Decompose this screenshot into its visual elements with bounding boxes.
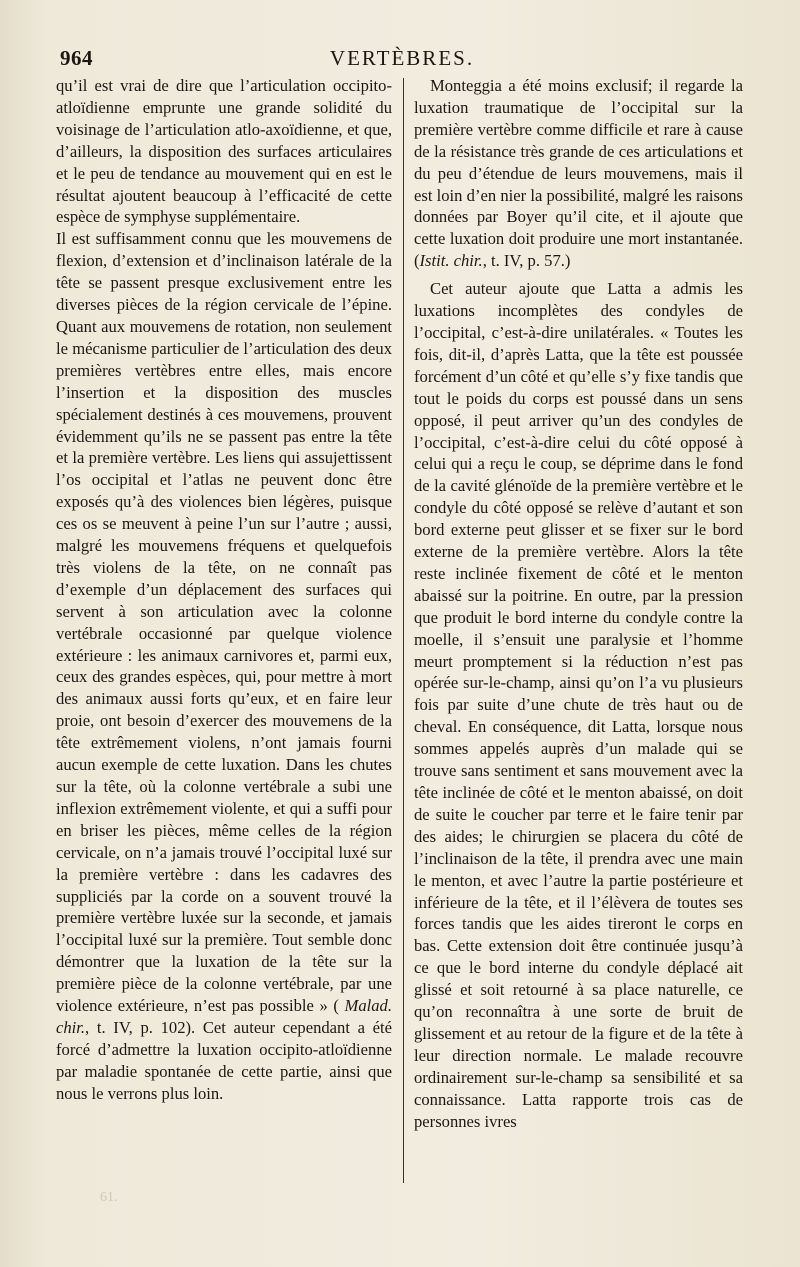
right-paragraph-1 (414, 75, 743, 272)
page-header (60, 46, 744, 72)
column-rule (403, 78, 404, 1183)
signature-mark: 61. (100, 1190, 118, 1205)
left-paragraph-1: qu’il est vrai de dire que l’articulation occipito-atloïdienne emprunte une grande solidité du voisinage de l’articulation atlo-axoïdienne, et que, d’ailleurs, la disposition des surfaces articulaires et le peu de tendance au mouvement qui en est le résultat ajoutent beaucoup à l’efficacité de cette espèce de symphyse supplémentaire. (56, 76, 392, 227)
running-title: VERTÈBRES. (329, 46, 475, 70)
left-column (56, 75, 392, 1185)
right-citation-title: Istit. chir. (419, 251, 483, 271)
left-paragraph-2-text: Il est suffisamment connu que les mouvemens de flexion, d’extension et d’inclinaison latérale de la tête se passent presque exclusivement entre les diverses pièces de la région cervicale de l’épine. Quant aux mouvemens de rotation, non seulement le mécanisme particulier de l’articulation des deux premières vertèbres entre elles, mais encore l’insertion et la disposition des muscles spécialement destinés à ces mouvemens, prouvent évidemment qu’ils ne se passent pas entre la tête et la première vertèbre. Les liens qui assujettissent l’os occipital et l’atlas ne peuvent donc être exposés qu’à des violences bien légères, puisque ces os se meuvent à peine l’un sur l’autre ; aussi, malgré les mouvemens fréquens et quelquefois très violens de la tête, on ne connaît pas d’exemple d’un déplacement des surfaces qui servent à son articulation avec la colonne vertébrale occasionné par quelque violence extérieure : les animaux carnivores et, parmi eux, ceux des grandes espèces, qui, pour mettre à mort des animaux aussi forts qu’eux, et en faire leur proie, ont besoin d’exercer des mouvemens de la tête extrêmement violens, n’ont jamais fourni aucun exemple de cette luxation. Dans les chutes sur la tête, où la colonne vertébrale a subi une inflexion extrêmement violente, et qui a suffi pour en briser les pièces, même celles de la région cervicale, on n’a jamais trouvé l’occipital luxé sur la première vertèbre : dans les cadavres des suppliciés par la corde on a souvent trouvé la première vertèbre luxée sur la seconde, et jamais l’occipital luxé sur la première. Tout semble donc démontrer que la luxation de la tête sur la première pièce de la colonne vertébrale, par une violence extérieure, n’est pas possible » ( (56, 229, 392, 1016)
right-paragraph-1-text: Monteggia a été moins exclusif; il regarde la luxation traumatique de l’occipital sur la première vertèbre comme difficile et rare à cause de la résistance très grande de ces articulations et du peu d’étendue de leurs mouvemens, mais il est loin d’en nier la possibilité, malgré les raisons données par Boyer qu’il cite, et il ajoute que cette luxation doit produire une mort instantanée. ( (414, 76, 743, 271)
right-citation-tail: , t. IV, p. 57.) (482, 251, 571, 271)
left-paragraph-2 (56, 228, 392, 1104)
left-citation-title: Malad. chir. (56, 996, 392, 1037)
left-citation-tail: , t. IV, p. 102). Cet auteur cependant a été forcé d’admettre la luxation occipito-atloïdienne par maladie spontanée de cette partie, ainsi que nous le verrons plus loin. (56, 1017, 392, 1103)
right-paragraph-2: Cet auteur ajoute que Latta a admis les luxations incomplètes des condyles de l’occipital, c’est-à-dire unilatérales. « Toutes les fois, dit-il, d’après Latta, que la tête est poussée forcément d’un côté et qu’elle s’y fixe tandis que tout le poids du corps est poussé dans un sens opposé, il peut arriver qu’un des condyles de l’occipital, c’est-à-dire celui du côté opposé à celui qui a reçu le coup, se déprime dans le fond de la cavité glénoïde de la première vertèbre et le condyle du côté opposé se relève d’autant et son bord externe peut glisser et se fixer sur le bord externe de la première vertèbre. Alors la tête reste inclinée fixement de côté et le menton abaissé sur la poitrine. En outre, par la pression que produit le bord interne du condyle contre la moelle, il s’ensuit une paralysie et l’homme meurt promptement si la réduction n’est pas opérée sur-le-champ, ainsi qu’on l’a vu plusieurs fois par suite d’une chute de très haut ou de cheval. En conséquence, dit Latta, lorsque nous sommes appelés auprès d’un malade qui se trouve sans sentiment et sans mouvement avec la tête inclinée de côté et le menton abaissé, on doit de suite le coucher par terre et le faire tenir par des aides; le chirurgien se placera du côté de l’inclinaison de la tête, il prendra avec une main le menton, et avec l’autre la partie postérieure et inférieure de la tête, et il l’élèvera de toutes ses forces tandis que les aides tireront le corps en bas. Cette extension doit être continuée jusqu’à ce que le bord interne du condyle déplacé ait glissé et soit retourné à sa place naturelle, ce qu’on reconnaîtra à une sorte de bruit de glissement et au retour de la figure et de la tête à leur direction normale. Le malade recouvre ordinairement sur-le-champ sa sensibilité et sa connaissance. Latta rapporte trois cas de personnes ivres (414, 279, 743, 1131)
page-number: 964 (60, 46, 93, 70)
right-column (414, 75, 743, 1185)
